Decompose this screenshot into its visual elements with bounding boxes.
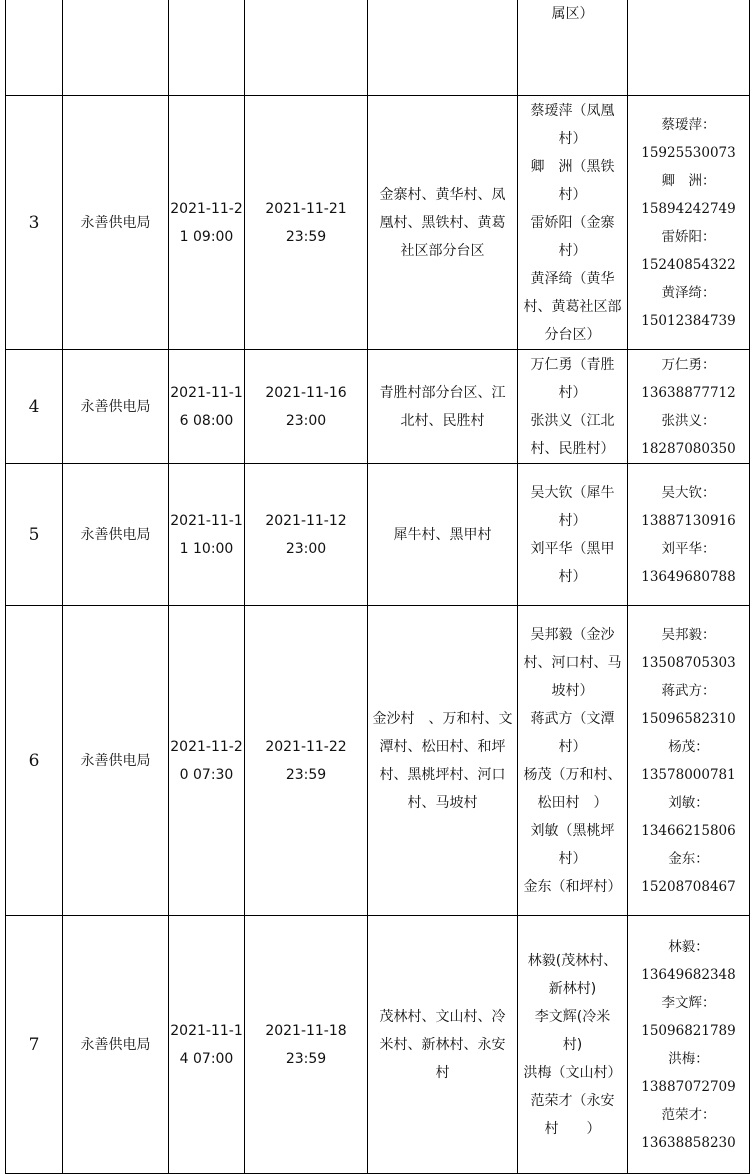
affected-area-line: 北村、民胜村	[400, 412, 485, 429]
contact-phone-line: 林毅：	[668, 938, 709, 955]
contact-person-line: 刘平华（黑甲	[530, 540, 615, 557]
contact-person-line: 金东（和坪村）	[523, 878, 622, 895]
row-number: 6	[6, 606, 63, 916]
end-time-line: 23:59	[285, 228, 327, 245]
contact-phone-line: 18287080350	[641, 440, 736, 457]
end-time-line: 2021-11-21	[265, 200, 347, 217]
table-row	[6, 464, 750, 606]
contact-person-line: 村）	[558, 186, 587, 203]
affected-area-line: 金寨村、黄华村、凤	[379, 186, 506, 203]
start-time	[169, 916, 245, 1174]
contact-person-line: 吴大钦（犀牛	[530, 484, 615, 501]
contact-phone-line: 蔡瑷萍：	[661, 116, 716, 133]
table-row	[6, 916, 750, 1174]
start-time-line: 1 10:00	[179, 540, 234, 557]
power-unit: 永善供电局	[63, 96, 169, 350]
contact-person	[518, 464, 628, 606]
table-row	[6, 350, 750, 464]
end-time	[245, 606, 368, 916]
notice-table	[5, 0, 750, 1174]
contact-person-line: 洪梅（文山村）	[523, 1064, 622, 1081]
contact-phone-line: 杨茂：	[668, 738, 709, 755]
contact-phone	[628, 96, 750, 350]
contact-phone-line: 13649682348	[641, 966, 736, 983]
power-unit	[63, 0, 169, 96]
contact-phone	[628, 350, 750, 464]
contact-phone-line: 13638858230	[641, 1134, 736, 1151]
contact-phone	[628, 606, 750, 916]
row-number	[6, 0, 63, 96]
contact-phone-line: 万仁勇：	[661, 356, 716, 373]
contact-person	[518, 96, 628, 350]
end-time-line: 2021-11-12	[265, 512, 347, 529]
contact-person-line: 村）	[558, 512, 587, 529]
row-number: 5	[6, 464, 63, 606]
contact-person-line: 村、民胜村）	[530, 440, 615, 457]
end-time-line: 23:00	[285, 412, 327, 429]
start-time	[169, 464, 245, 606]
contact-phone-line: 13887130916	[641, 512, 736, 529]
contact-phone-line: 蒋武方：	[661, 682, 716, 699]
contact-phone-line: 15208708467	[641, 878, 736, 895]
contact-phone-line: 金东：	[668, 850, 709, 867]
contact-person-line: 林毅(茂林村、	[527, 952, 618, 969]
affected-area-line: 社区部分台区	[400, 242, 485, 259]
contact-person-line: 村、黄葛社区部	[523, 298, 622, 315]
contact-person	[518, 916, 628, 1174]
affected-area-line: 犀牛村、黑甲村	[393, 526, 492, 543]
row-number: 4	[6, 350, 63, 464]
start-time	[169, 350, 245, 464]
table-row	[6, 0, 750, 96]
contact-person-line: 范荣才（永安	[530, 1092, 615, 1109]
start-time-line: 1 09:00	[179, 228, 234, 245]
affected-area-line: 村	[435, 1064, 450, 1081]
contact-phone-line: 李文辉：	[661, 994, 716, 1011]
power-unit: 永善供电局	[63, 464, 169, 606]
affected-area-line: 金沙村 、万和村、文	[372, 710, 513, 727]
start-time-line: 2021-11-2	[170, 200, 243, 217]
contact-person-line: 村）	[558, 738, 587, 755]
contact-person	[518, 350, 628, 464]
contact-person-line: 村）	[558, 384, 587, 401]
contact-phone-line: 13887072709	[641, 1078, 736, 1095]
contact-phone-line: 15240854322	[641, 256, 736, 273]
contact-person-line: 松田村 ）	[537, 794, 608, 811]
contact-phone-line: 吴大钦：	[661, 484, 716, 501]
end-time-line: 23:59	[285, 1050, 327, 1067]
contact-person-line: 卿 洲（黑铁	[530, 158, 615, 175]
affected-area	[368, 916, 518, 1174]
affected-area-line: 村、黑桃坪村、河口	[379, 766, 506, 783]
end-time-line: 2021-11-18	[265, 1022, 347, 1039]
contact-phone-line: 15096582310	[641, 710, 736, 727]
start-time-line: 2021-11-1	[170, 512, 243, 529]
contact-phone-line: 15894242749	[641, 200, 736, 217]
contact-person-line: 村 ）	[544, 1120, 601, 1137]
contact-person-line: 村、河口村、马	[523, 654, 622, 671]
contact-person-line: 新林村)	[548, 980, 597, 997]
contact-phone-line: 卿 洲：	[661, 172, 716, 189]
start-time	[169, 606, 245, 916]
contact-phone-line: 刘敏：	[668, 794, 709, 811]
power-unit: 永善供电局	[63, 606, 169, 916]
contact-person-line: 村)	[562, 1036, 583, 1053]
end-time-line: 2021-11-22	[265, 738, 347, 755]
row-number: 7	[6, 916, 63, 1174]
start-time-line: 2021-11-1	[170, 384, 243, 401]
table-row	[6, 96, 750, 350]
contact-person	[518, 606, 628, 916]
affected-area-line: 青胜村部分台区、江	[379, 384, 506, 401]
start-time-line: 2021-11-1	[170, 1022, 243, 1039]
contact-phone-line: 15096821789	[641, 1022, 736, 1039]
contact-person-line: 蔡瑷萍（凤凰	[530, 102, 615, 119]
affected-area	[368, 464, 518, 606]
affected-area	[368, 350, 518, 464]
contact-person-line: 李文辉(冷米	[534, 1008, 611, 1025]
contact-person-line: 村）	[558, 850, 587, 867]
contact-phone	[628, 0, 750, 96]
affected-area	[368, 0, 518, 96]
contact-phone-line: 刘平华：	[661, 540, 716, 557]
contact-person	[518, 0, 628, 96]
contact-person-line: 坡村）	[551, 682, 594, 699]
affected-area	[368, 606, 518, 916]
start-time-line: 4 07:00	[179, 1050, 234, 1067]
affected-area-line: 凰村、黑铁村、黄葛	[379, 214, 506, 231]
start-time-line: 6 08:00	[179, 412, 234, 429]
contact-phone-line: 范荣才：	[661, 1106, 716, 1123]
power-unit: 永善供电局	[63, 916, 169, 1174]
contact-phone-line: 15925530073	[641, 144, 736, 161]
contact-person-line: 黄泽绮（黄华	[530, 270, 615, 287]
contact-phone-line: 13508705303	[641, 654, 736, 671]
start-time	[169, 0, 245, 96]
end-time	[245, 350, 368, 464]
contact-phone-line: 黄泽绮：	[661, 284, 716, 301]
row-number: 3	[6, 96, 63, 350]
contact-phone-line: 张洪义：	[661, 412, 716, 429]
end-time	[245, 96, 368, 350]
start-time	[169, 96, 245, 350]
contact-person-line: 刘敏（黑桃坪	[530, 822, 615, 839]
contact-phone-line: 13638877712	[641, 384, 736, 401]
affected-area-line: 潭村、松田村、和坪	[379, 738, 506, 755]
contact-person-line: 蒋武方（文潭	[530, 710, 615, 727]
end-time	[245, 464, 368, 606]
contact-phone	[628, 916, 750, 1174]
contact-person-line: 村）	[558, 242, 587, 259]
contact-person-line: 分台区）	[544, 326, 601, 343]
contact-person-line: 张洪义（江北	[530, 412, 615, 429]
contact-person-line: 万仁勇（青胜	[530, 356, 615, 373]
start-time-line: 0 07:30	[179, 766, 234, 783]
end-time-line: 2021-11-16	[265, 384, 347, 401]
contact-phone-line: 雷娇阳：	[661, 228, 716, 245]
table-row	[6, 606, 750, 916]
contact-phone-line: 洪梅：	[668, 1050, 709, 1067]
end-time-line: 23:00	[285, 540, 327, 557]
contact-person-line: 村）	[558, 568, 587, 585]
affected-area-line: 米村、新林村、永安	[379, 1036, 506, 1053]
end-time	[245, 0, 368, 96]
contact-phone-line: 15012384739	[641, 312, 736, 329]
contact-person-line: 雷娇阳（金寨	[530, 214, 615, 231]
contact-phone-line: 13649680788	[641, 568, 736, 585]
contact-phone-line: 13466215806	[641, 822, 736, 839]
power-unit: 永善供电局	[63, 350, 169, 464]
affected-area-line: 村、马坡村	[407, 794, 478, 811]
end-time-line: 23:59	[285, 766, 327, 783]
contact-phone-line: 13578000781	[641, 766, 736, 783]
contact-person-line: 杨茂（万和村、	[523, 766, 622, 783]
affected-area-line: 茂林村、文山村、冷	[379, 1008, 506, 1025]
contact-person-line: 属区）	[551, 6, 594, 22]
start-time-line: 2021-11-2	[170, 738, 243, 755]
contact-phone	[628, 464, 750, 606]
contact-phone-line: 吴邦毅：	[661, 626, 716, 643]
affected-area	[368, 96, 518, 350]
contact-person-line: 村）	[558, 130, 587, 147]
contact-person-line: 吴邦毅（金沙	[530, 626, 615, 643]
end-time	[245, 916, 368, 1174]
